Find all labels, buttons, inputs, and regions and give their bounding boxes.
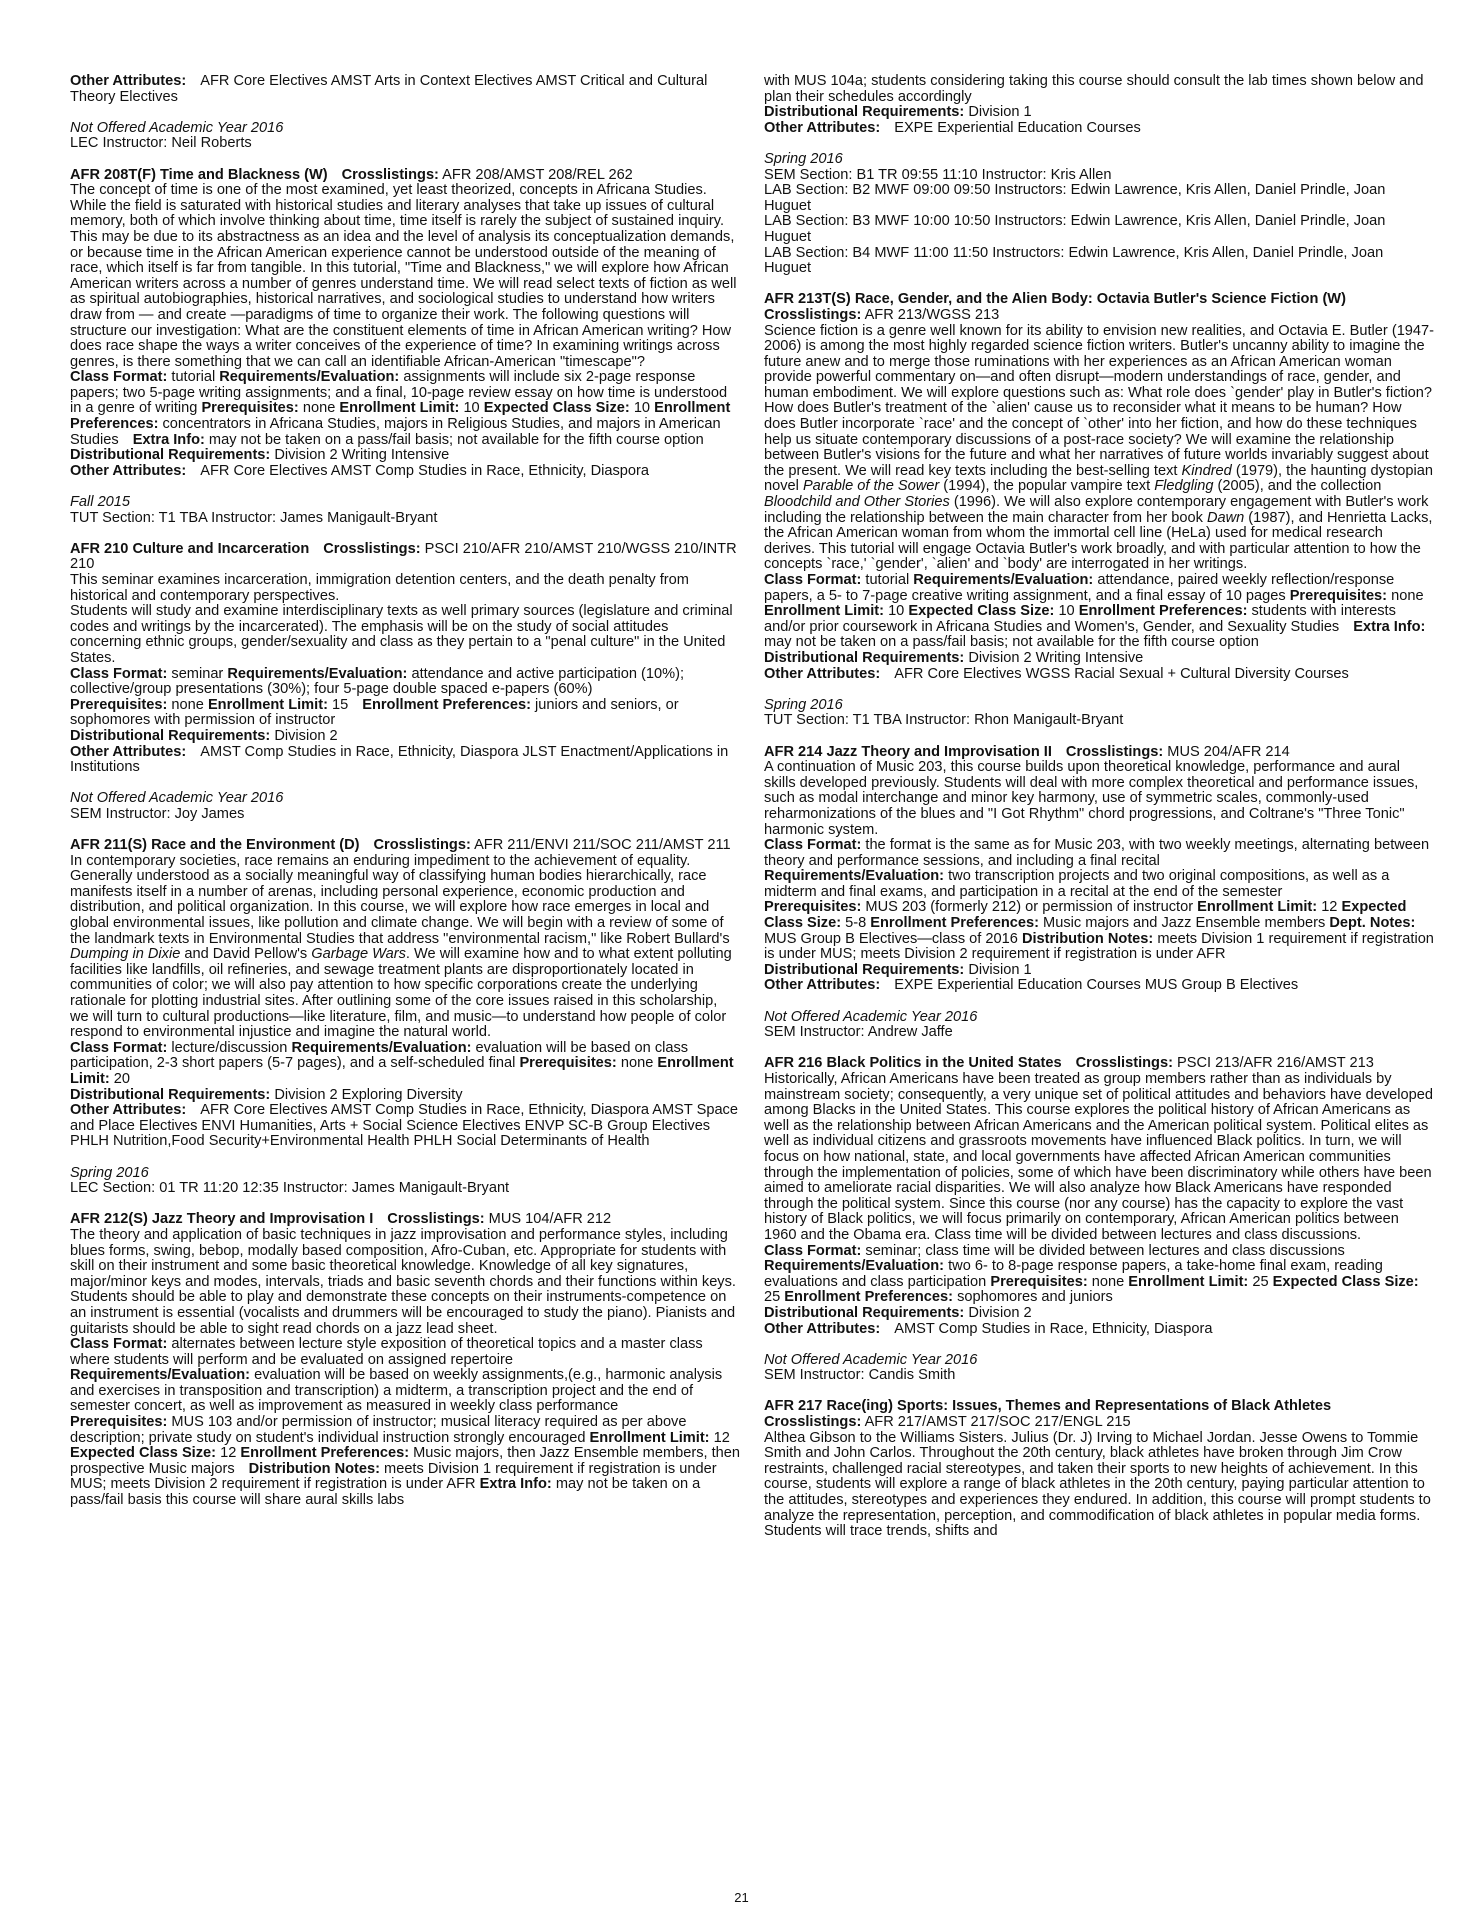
section-block: Fall 2015 TUT Section: T1 TBA Instructor: James Manigault-Bryant bbox=[70, 494, 438, 526]
section-block: Not Offered Academic Year 2016 SEM Instructor: Andrew Jaffe bbox=[764, 1008, 978, 1041]
course-afr-208: AFR 208T(F) Time and Blackness (W) Crosslistings: AFR 208/AMST 208/REL 262 The concept of time is one of the most examined, yet least theorized, concepts in Africana Studies. While the field is saturated with historical studies and literary analyses that take up issues of cultural memory, both of which involve thinking about time, time itself is rarely the subject of sustained inquiry. This may be due to its abstractness as an idea and the level of analysis its conceptualization demands, or because time in the African American experience cannot be understood outside of the meaning of race, which itself is far from tangible. In this tutorial, "Time and Blackness," we will explore how African American writers across a number of genres understand time. We will read select texts of fiction as well as spiritual autobiographies, historical narratives, and sociological studies to understand how writers draw from — and create —paradigms of time to organize their work. The following questions will structure our investigation: What are the constituent elements of time in African American writing? How does race shape the ways a writer conceives of the experience of time? In examining writings across genres, is there something that we can call an identifiable African-American "timescape"? Class Format: tutorial Requirements/Evaluation: assignments will include six 2-page response papers; two 5-page writing assignments; and a final, 10-page review essay on how time is understood in a genre of writing Prerequisites: none Enrollment Limit: 10 Expected Class Size: 10 Enrollment Preferences: concentrators in Africana Studies, majors in Religious Studies, and majors in American Studies Extra Info: may not be taken on a pass/fail basis; not available for the fifth course option Distributional Requirements: Division 2 Writing Intensive Other Attributes: AFR Core Electives AMST Comp Studies in Race, Ethnicity, Diaspora bbox=[70, 168, 740, 480]
course-description: This seminar examines incarceration, immigration detention centers, and the death penalty from historical and contemporary perspectives. bbox=[70, 572, 689, 604]
course-afr-213: AFR 213T(S) Race, Gender, and the Alien Body: Octavia Butler's Science Fiction (W) Crosslistings: AFR 213/WGSS 213 Science fiction is a genre well known for its ability to envision new realities, and Octavia E. Butler (1947-2006) is among the most highly regarded science fiction writers. Butler's uncanny ability to imagine the future anew and to merge those ruminations with her experiences as an African American woman provide powerful commentary on—and often disrupt—modern understandings of race, gender, and human embodiment. We will explore questions such as: What role does `gender' play in Butler's fiction? How does Butler's treatment of the `alien' cause us to reconsider what it means to be human? How does Butler incorporate `race' and the concept of `other' into her fiction, and how do these techniques help us situate contemporary discussions of a post-race society? We will examine the relationship between Butler's visions for the future and what her narratives of future worlds invariably suggest about the present. We will read key texts including the best-selling text Kindred (1979), the haunting dystopian novel Parable of the Sower (1994), the popular vampire text Fledgling (2005), and the collection Bloodchild and Other Stories (1996). We will also explore contemporary engagement with Butler's work including the relationship between the main character from her book Dawn (1987), and Henrietta Lacks, the African American woman from whom the immortal cell line (HeLa) used for medical research derives. This tutorial will engage Octavia Butler's work broadly, and with particular attention to how the concepts `race,' `gender', `alien' and `body' are interrogated in her writings. Class Format: tutorial Requirements/Evaluation: attendance, paired weekly reflection/response papers, a 5- to 7-page creative writing assignment, and a final essay of 10 pages Prerequisites: none Enrollment Limit: 10 Expected Class Size: 10 Enrollment Preferences: students with interests and/or prior coursework in Africana Studies and Women's, Gender, and Sexuality Studies Extra Info: may not be taken on a pass/fail basis; not available for the fifth course option Distributional Requirements: Division 2 Writing Intensive Other Attributes: AFR Core Electives WGSS Racial Sexual + Cultural Diversity Courses bbox=[764, 291, 1435, 682]
course-afr-217: AFR 217 Race(ing) Sports: Issues, Themes and Representations of Black Athletes Crosslistings: AFR 217/AMST 217/SOC 217/ENGL 215 Althea Gibson to the Williams Sisters. Julius (Dr. J) Irving to Michael Jordan. Jesse Owens to Tommie Smith and John Carlos. Throughout the 20th century, black athletes have broken through Jim Crow restraints, challenged racial stereotypes, and taken their sports to new heights of achievement. In this course, students will explore a range of black athletes in the 20th century, paying particular attention to the attitudes, stereotypes and experiences they endured. In addition, this course will prompt students to analyze the representation, perception, and commodification of black athletes in popular media forms. Students will trace trends, shifts and bbox=[764, 1399, 1434, 1539]
course-afr-216: AFR 216 Black Politics in the United States Crosslistings: PSCI 213/AFR 216/AMST 213 Historically, African Americans have been treated as group members rather than as individuals by mainstream society; consequently, a very unique set of political attitudes and behaviors have developed among Blacks in the United States. This course explores the political history of African Americans as well as the relationship between African Americans and the American political system. Political elites as well as individual citizens and grassroots movements have influenced Black politics. In turn, we will focus on how national, state, and local governments have affected African American communities through the implementation of policies, some of which have been discriminatory while others have been aimed to ameliorate racial disparities. We will also analyze how Black Americans have responded through the political system. Since this course (nor any course) has the capacity to explore the vast history of Black politics, we will focus primarily on contemporary, African American politics between 1960 and the Obama era. Class time will be divided between lectures and class discussions. Class Format: seminar; class time will be divided between lectures and class discussions Requirements/Evaluation: two 6- to 8-page response papers, a take-home final exam, reading evaluations and class participation Prerequisites: none Enrollment Limit: 25 Expected Class Size: 25 Enrollment Preferences: sophomores and juniors Distributional Requirements: Division 2 Other Attributes: AMST Comp Studies in Race, Ethnicity, Diaspora bbox=[764, 1055, 1434, 1337]
course-title: AFR 213T(S) Race, Gender, and the Alien Body: Octavia Butler's Science Fiction (W) bbox=[764, 291, 1346, 308]
course-title: AFR 210 Culture and Incarceration bbox=[70, 540, 310, 557]
right-column bbox=[764, 74, 1434, 1540]
section-block: Spring 2016 LEC Section: 01 TR 11:20 12:35 Instructor: James Manigault-Bryant bbox=[70, 1164, 510, 1197]
page-number: 21 bbox=[734, 1890, 749, 1905]
section-block: Spring 2016 SEM Section: B1 TR 09:55 11:10 Instructor: Kris Allen LAB Section: B2 MWF 09:00 09:50 Instructors: Edwin Lawrence, Kris Allen, Daniel Prindle, Joan Huguet LAB Section: B3 MWF 10:00 10:50 Instructors: Edwin Lawrence, Kris Allen, Daniel Prindle, Joan Huguet LAB Section: B4 MWF 11:00 11:50 Instructors: Edwin Lawrence, Kris Allen, Daniel Prindle, Joan Huguet bbox=[764, 150, 1386, 277]
course-title: AFR 214 Jazz Theory and Improvisation II bbox=[764, 743, 1052, 760]
course-description: The theory and application of basic techniques in jazz improvisation and performance styles, including blues forms, swing, bebop, modally based composition, Afro-Cuban, etc. Appropriate for students with skill on their instrument and some basic theoretical knowledge. Knowledge of all key signatures, major/minor keys and modes, intervals, triads and basic seventh chords and their functions within keys. Students should be able to play and demonstrate these concepts on their instruments-competence on an instrument is essential (vocalists and drummers will be encouraged to study the piano). Pianists and guitarists should be able to sight read chords on a jazz lead sheet. bbox=[70, 1226, 736, 1337]
left-column bbox=[70, 74, 740, 1509]
course-afr-212: AFR 212(S) Jazz Theory and Improvisation I Crosslistings: MUS 104/AFR 212 The theory and application of basic techniques in jazz improvisation and performance styles, including blues forms, swing, bebop, modally based composition, Afro-Cuban, etc. Appropriate for students with skill on their instrument and some basic theoretical knowledge. Knowledge of all key signatures, major/minor keys and modes, intervals, triads and basic seventh chords and their functions within keys. Students should be able to play and demonstrate these concepts on their instruments-competence on an instrument is essential (vocalists and drummers will be encouraged to study the piano). Pianists and guitarists should be able to sight read chords on a jazz lead sheet. Class Format: alternates between lecture style exposition of theoretical topics and a master class where students will perform and be evaluated on assigned repertoire Requirements/Evaluation: evaluation will be based on weekly assignments,(e.g., harmonic analysis and exercises in transposition and transcription) a midterm, a transcription project and the end of semester concert, as well as improvement as measured in weekly class performance Prerequisites: MUS 103 and/or permission of instructor; musical literacy required as per above description; private study on student's individual instruction strongly encouraged Enrollment Limit: 12 Expected Class Size: 12 Enrollment Preferences: Music majors, then Jazz Ensemble members, then prospective Music majors Distribution Notes: meets Division 1 requirement if registration is under MUS; meets Division 2 requirement if registration is under AFR Extra Info: may not be taken on a pass/fail basis this course will share aural skills labs bbox=[70, 1211, 741, 1509]
course-description: Science fiction is a genre well known for its ability to envision new realities, and Octavia E. Butler (1947-2006) is among the most highly regarded science fiction writers. Butler's uncanny ability to imagine the future anew and to merge those ruminations with her experiences as an African American woman provide powerful commentary on—and often disrupt—modern understandings of race, gender, and human embodiment. We will explore questions such as: What role does `gender' play in Butler's fiction? How does Butler's treatment of the `alien' cause us to reconsider what it means to be human? How does Butler incorporate `race' and the concept of `other' into her fiction, and how do these techniques help us situate contemporary discussions of a post-race society? We will examine the relationship between Butler's visions for the future and what her narratives of future worlds invariably suggest about the present. We will read key texts including the best-selling text Kindred (1979), the haunting dystopian novel Parable of the Sower (1994), the popular vampire text Fledgling (2005), and the collection Bloodchild and Other Stories (1996). We will also explore contemporary engagement with Butler's work including the relationship between the main character from her book Dawn (1987), and Henrietta Lacks, the African American woman from whom the immortal cell line (HeLa) used for medical research derives. This tutorial will engage Octavia Butler's work broadly, and with particular attention to how the concepts `race,' `gender', `alien' and `body' are interrogated in her writings. bbox=[764, 322, 1435, 573]
afr212-continued: with MUS 104a; students considering taking this course should consult the lab times shown below and plan their schedules accordingly Distributional Requirements: Division 1 Other Attributes: EXPE Experiential Education Courses bbox=[764, 73, 1424, 136]
section-block: Spring 2016 TUT Section: T1 TBA Instructor: Rhon Manigault-Bryant bbox=[764, 696, 1124, 729]
course-afr-210: AFR 210 Culture and Incarceration Crosslistings: PSCI 210/AFR 210/AMST 210/WGSS 210/INTR 210 This seminar examines incarceration, immigration detention centers, and the death penalty from historical and contemporary perspectives. Students will study and examine interdisciplinary texts as well primary sources (legislature and criminal codes and writings by the incarcerated). The emphasis will be on the study of social attitudes concerning ethnic groups, gender/sexuality and class as they pertain to a "penal culture" in the United States. Class Format: seminar Requirements/Evaluation: attendance and active participation (10%); collective/group presentations (30%); four 5-page double spaced e-papers (60%) Prerequisites: none Enrollment Limit: 15 Enrollment Preferences: juniors and seniors, or sophomores with permission of instructor Distributional Requirements: Division 2 Other Attributes: AMST Comp Studies in Race, Ethnicity, Diaspora JLST Enactment/Applications in Institutions bbox=[70, 542, 740, 776]
course-description: Historically, African Americans have been treated as group members rather than as individuals by mainstream society; consequently, a very unique set of political attitudes and behaviors have developed among Blacks in the United States. This course explores the political history of African Americans as well as the relationship between African Americans and the American political system. Political elites as well as individual citizens and grassroots movements have influenced Black politics. In turn, we will focus on how national, state, and local governments have affected African American communities through the implementation of policies, some of which have been discriminatory while others have been aimed to ameliorate racial disparities. We will also analyze how Black Americans have responded through the political system. Since this course (nor any course) has the capacity to explore the vast history of Black politics, we will focus primarily on contemporary, African American politics between 1960 and the Obama era. Class time will be divided between lectures and class discussions. bbox=[764, 1071, 1434, 1243]
course-title: AFR 216 Black Politics in the United States bbox=[764, 1055, 1062, 1072]
section-block: Not Offered Academic Year 2016 LEC Instructor: Neil Roberts bbox=[70, 119, 284, 152]
course-description: Althea Gibson to the Williams Sisters. Julius (Dr. J) Irving to Michael Jordan. Jesse Owens to Tommie Smith and John Carlos. Throughout the 20th century, black athletes have broken through Jim Crow restraints, challenged racial stereotypes, and taken their sports to new heights of achievement. In this course, students will explore a range of black athletes in the 20th century, paying particular attention to the attitudes, stereotypes and experiences they endured. In addition, this course will prompt students to analyze the representation, perception, and commodification of black athletes in popular media forms. Students will trace trends, shifts and bbox=[764, 1429, 1431, 1540]
section-block: Not Offered Academic Year 2016 SEM Instructor: Joy James bbox=[70, 790, 284, 822]
course-description: Students will study and examine interdisciplinary texts as well primary sources (legislature and criminal codes and writings by the incarcerated). The emphasis will be on the study of social attitudes concerning ethnic groups, gender/sexuality and class as they pertain to a "penal culture" in the United States. bbox=[70, 603, 733, 666]
course-title: AFR 212(S) Jazz Theory and Improvisation I bbox=[70, 1211, 374, 1228]
course-title: AFR 211(S) Race and the Environment (D) bbox=[70, 837, 360, 854]
course-title: AFR 208T(F) Time and Blackness (W) bbox=[70, 166, 328, 183]
course-title: AFR 217 Race(ing) Sports: Issues, Themes and Representations of Black Athletes bbox=[764, 1398, 1332, 1415]
section-block: Not Offered Academic Year 2016 SEM Instructor: Candis Smith bbox=[764, 1351, 978, 1384]
course-afr-211: AFR 211(S) Race and the Environment (D) Crosslistings: AFR 211/ENVI 211/SOC 211/AMST 211 In contemporary societies, race remains an enduring impediment to the achievement of equality. Generally understood as a socially meaningful way of classifying human bodies hierarchically, race manifests itself in a number of arenas, including personal experience, economic production and distribution, and political organization. In this course, we will explore how race emerges in local and global environmental issues, like pollution and climate change. We will begin with a review of some of the landmark texts in Environmental Studies that address "environmental racism," like Robert Bullard's Dumping in Dixie and David Pellow's Garbage Wars. We will examine how and to what extent polluting facilities like landfills, oil refineries, and sewage treatment plants are disproportionately located in communities of color; we will also pay attention to how specific corporations create the underlying rationale for plotting industrial sites. After outlining some of the core issues raised in this scholarship, we will turn to cultural productions—like literature, film, and music—to understand how people of color respond to environmental injustice and imagine the natural world. Class Format: lecture/discussion Requirements/Evaluation: evaluation will be based on class participation, 2-3 short papers (5-7 pages), and a self-scheduled final Prerequisites: none Enrollment Limit: 20 Distributional Requirements: Division 2 Exploring Diversity Other Attributes: AFR Core Electives AMST Comp Studies in Race, Ethnicity, Diaspora AMST Space and Place Electives ENVI Humanities, Arts + Social Science Electives ENVP SC-B Group Electives PHLH Nutrition,Food Security+Environmental Health PHLH Social Determinants of Health bbox=[70, 838, 740, 1150]
course-afr-214: AFR 214 Jazz Theory and Improvisation II Crosslistings: MUS 204/AFR 214 A continuation of Music 203, this course builds upon theoretical knowledge, performance and aural skills developed previously. Students will deal with more complex theoretical and performance issues, such as modal interchange and minor key harmony, use of symmetric scales, commonly-used reharmonizations of the blues and "I Got Rhythm" chord progressions, and Coltrane's "Three Tonic" harmonic system. Class Format: the format is the same as for Music 203, with two weekly meetings, alternating between theory and performance sessions, and including a final recital Requirements/Evaluation: two transcription projects and two original compositions, as well as a midterm and final exams, and participation in a recital at the end of the semester Prerequisites: MUS 203 (formerly 212) or permission of instructor Enrollment Limit: 12 Expected Class Size: 5-8 Enrollment Preferences: Music majors and Jazz Ensemble members Dept. Notes: MUS Group B Electives—class of 2016 Distribution Notes: meets Division 1 requirement if registration is under MUS; meets Division 2 requirement if registration is under AFR Distributional Requirements: Division 1 Other Attributes: EXPE Experiential Education Courses MUS Group B Electives bbox=[764, 743, 1434, 994]
afr207-tail: Other Attributes: AFR Core Electives AMST Arts in Context Electives AMST Critical and Cultural Theory Electives bbox=[70, 73, 708, 105]
course-description: The concept of time is one of the most examined, yet least theorized, concepts in Africana Studies. While the field is saturated with historical studies and literary analyses that take up issues of cultural memory, both of which involve thinking about time, time itself is rarely the subject of sustained inquiry. This may be due to its abstractness as an idea and the level of analysis its conceptualization demands, or because time in the African American experience cannot be understood outside of the meaning of race, which itself is far from tangible. In this tutorial, "Time and Blackness," we will explore how African American writers across a number of genres understand time. We will read select texts of fiction as well as spiritual autobiographies, historical narratives, and sociological studies to understand how writers draw from — and create —paradigms of time to organize their work. The following questions will structure our investigation: What are the constituent elements of time in African American writing? How does race shape the ways a writer conceives of the experience of time? In examining writings across genres, is there something that we can call an identifiable African-American "timescape"? bbox=[70, 182, 737, 370]
course-description: In contemporary societies, race remains an enduring impediment to the achievement of equality. Generally understood as a socially meaningful way of classifying human bodies hierarchically, race manifests itself in a number of arenas, including personal experience, economic production and distribution, and political organization. In this course, we will explore how race emerges in local and global environmental issues, like pollution and climate change. We will begin with a review of some of the landmark texts in Environmental Studies that address "environmental racism," like Robert Bullard's Dumping in Dixie and David Pellow's Garbage Wars. We will examine how and to what extent polluting facilities like landfills, oil refineries, and sewage treatment plants are disproportionately located in communities of color; we will also pay attention to how specific corporations create the underlying rationale for plotting industrial sites. After outlining some of the core issues raised in this scholarship, we will turn to cultural productions—like literature, film, and music—to understand how people of color respond to environmental injustice and imagine the natural world. bbox=[70, 852, 732, 1041]
course-description: A continuation of Music 203, this course builds upon theoretical knowledge, performance and aural skills developed previously. Students will deal with more complex theoretical and performance issues, such as modal interchange and minor key harmony, use of symmetric scales, commonly-used reharmonizations of the blues and "I Got Rhythm" chord progressions, and Coltrane's "Three Tonic" harmonic system. bbox=[764, 759, 1419, 838]
